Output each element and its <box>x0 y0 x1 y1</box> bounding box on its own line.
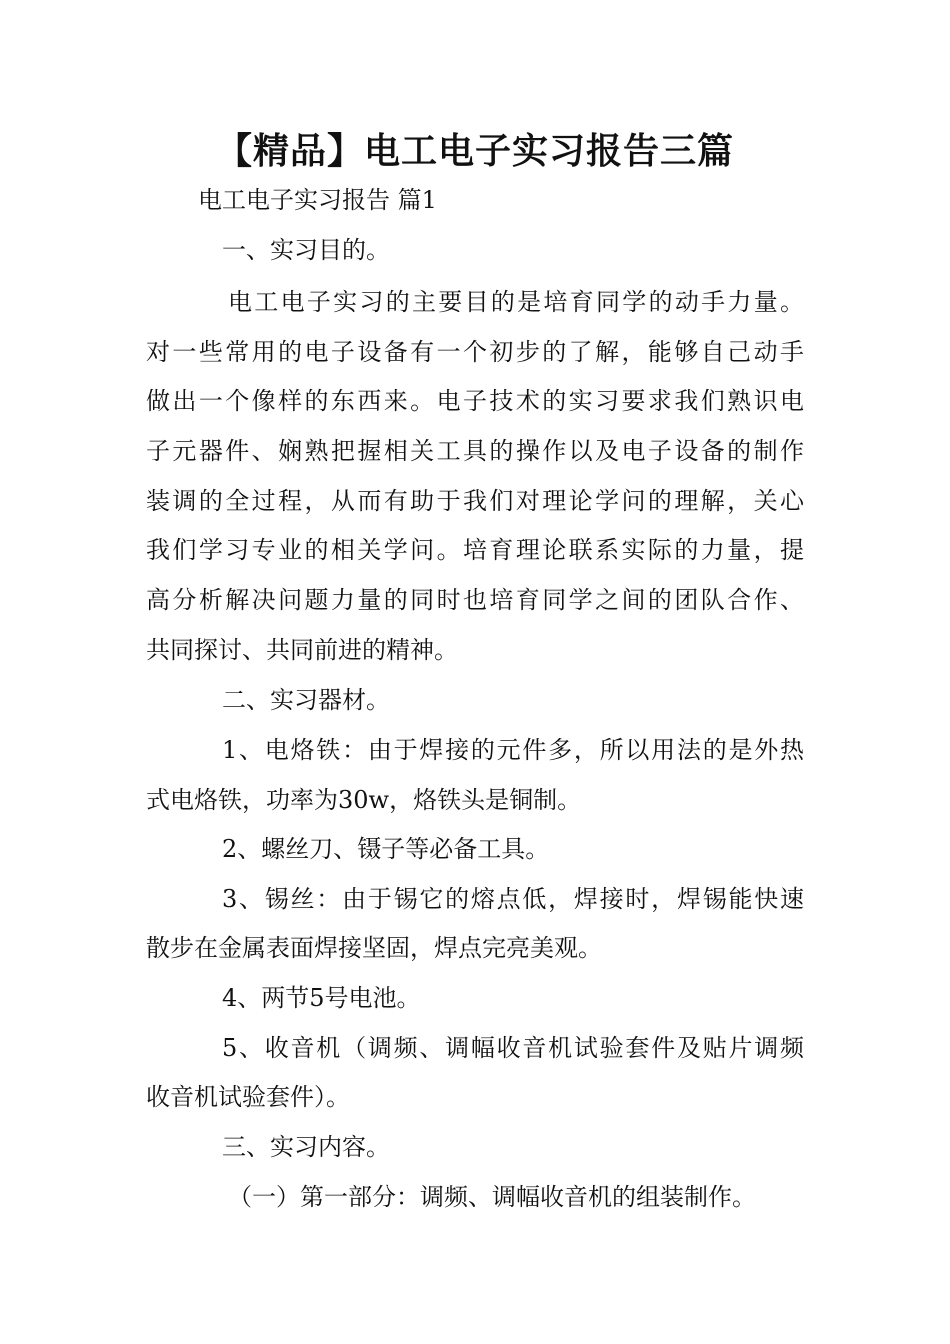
list-item-continuation: 收音机试验套件）。 <box>146 1083 350 1111</box>
list-item-continuation: 散步在金属表面焊接坚固，焊点完亮美观。 <box>146 934 602 962</box>
heading-purpose: 一、实习目的。 <box>222 236 390 264</box>
paragraph-line: 电工电子实习的主要目的是培育同学的动手力量。 <box>228 288 804 316</box>
paragraph-line: 高分析解决问题力量的同时也培育同学之间的团队合作、 <box>146 586 804 614</box>
list-item: 2、螺丝刀、镊子等必备工具。 <box>222 835 550 863</box>
paragraph-line: 共同探讨、共同前进的精神。 <box>146 636 458 664</box>
paragraph-line: 做出一个像样的东西来。电子技术的实习要求我们熟识电 <box>146 387 804 415</box>
document-title: 【精品】电工电子实习报告三篇 <box>215 131 734 172</box>
section-subtitle: 电工电子实习报告 篇1 <box>198 186 437 214</box>
list-item: 3、锡丝：由于锡它的熔点低，焊接时，焊锡能快速 <box>222 885 804 913</box>
list-item-continuation: 式电烙铁，功率为30w，烙铁头是铜制。 <box>146 786 582 814</box>
paragraph-line: 装调的全过程，从而有助于我们对理论学问的理解，关心 <box>146 487 804 515</box>
heading-equipment: 二、实习器材。 <box>222 686 390 714</box>
list-item: 4、两节5号电池。 <box>222 984 421 1012</box>
paragraph-line: 子元器件、娴熟把握相关工具的操作以及电子设备的制作 <box>146 437 804 465</box>
paragraph-line: 我们学习专业的相关学问。培育理论联系实际的力量，提 <box>146 536 804 564</box>
list-item: 5、收音机（调频、调幅收音机试验套件及贴片调频 <box>222 1034 804 1062</box>
paragraph-line: 对一些常用的电子设备有一个初步的了解，能够自己动手 <box>146 338 804 366</box>
list-item: 1、电烙铁：由于焊接的元件多，所以用法的是外热 <box>222 736 804 764</box>
subheading-part-one: （一）第一部分：调频、调幅收音机的组装制作。 <box>228 1183 756 1211</box>
heading-content: 三、实习内容。 <box>222 1133 390 1161</box>
